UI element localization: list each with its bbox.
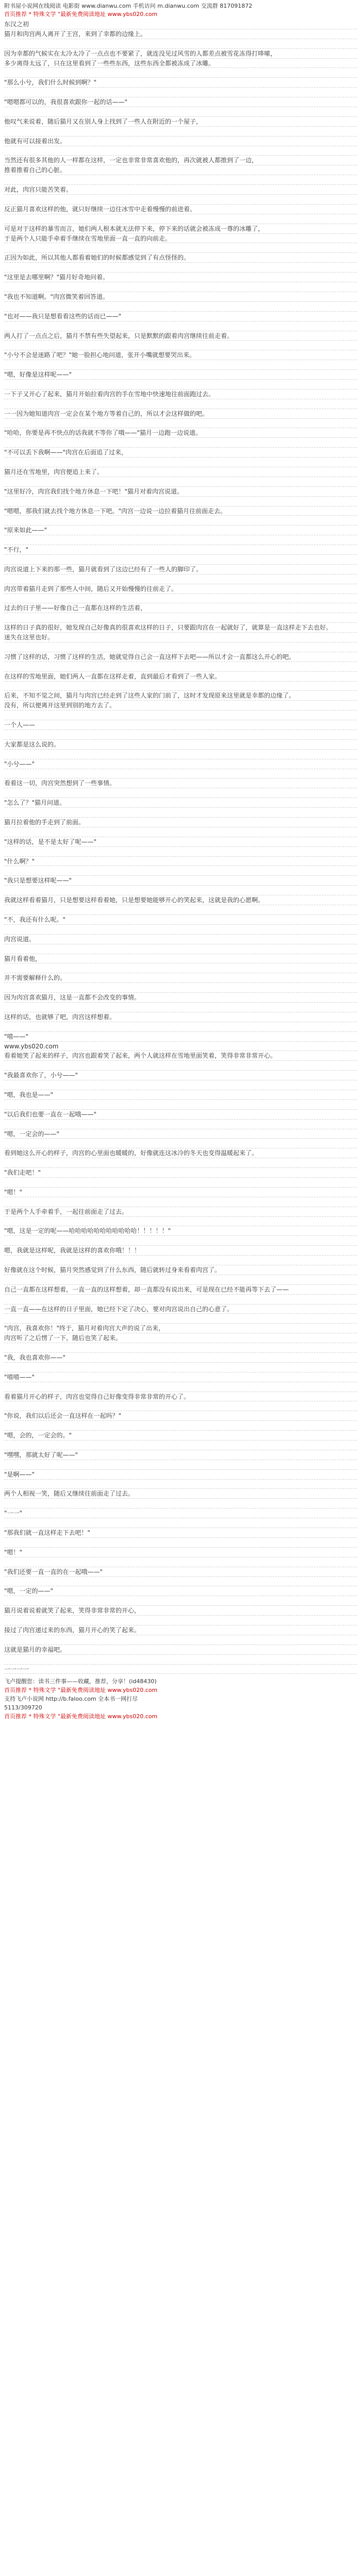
text-line: 好像就在这个时候，猫月突然感觉到了什么东西，随后就转过身来看着肉宫了。 xyxy=(4,1265,357,1275)
text-line xyxy=(4,1596,357,1606)
text-line: 一个人—— xyxy=(4,720,357,730)
text-line: "是啊——" xyxy=(4,1470,357,1480)
text-line xyxy=(4,1401,357,1411)
text-line xyxy=(4,1120,357,1129)
text-line xyxy=(4,662,357,672)
text-line: "嗯，这是一定的呢——哈哈哈哈哈哈哈哈哈哈哈！！！！！" xyxy=(4,1226,357,1236)
text-line: "嗯！" xyxy=(4,1188,357,1197)
text-line: 因为幸都的气候实在太冷太冷了一点点也不要紧了，就连没见过风雪的人都差点被雪花冻得打哆嗦， xyxy=(4,49,357,59)
text-line: 习惯了这样的话，习惯了这样的生活，她就觉得自己会一直这样下去吧——所以才会一直都这么开心的吧。 xyxy=(4,652,357,662)
footer-ad-1[interactable]: 首页推荐 * 特殊文学 "最新免费阅读地址 www.ybs020.com xyxy=(4,1687,158,1694)
text-line: 看着她笑了起来的样子，肉宫也跟着笑了起来，两个人就这样在雪地里面笑着，笑得非常非常开心。 xyxy=(4,1051,357,1061)
text-line xyxy=(4,214,357,224)
text-line: 猫月拉着他的手走到了前面。 xyxy=(4,818,357,827)
text-line: www.ybs020.com xyxy=(4,1042,357,1052)
text-line xyxy=(4,1635,357,1645)
text-line xyxy=(4,1080,357,1090)
text-line xyxy=(4,730,357,740)
text-line: "嗯，会的，一定会的。" xyxy=(4,1431,357,1440)
text-line: "这里是去哪里啊？"猫月好奇地问着。 xyxy=(4,273,357,282)
text-line: 他就有可以接着出发。 xyxy=(4,137,357,146)
text-line xyxy=(4,594,357,604)
text-line xyxy=(4,1499,357,1509)
text-line: "那我们就一直这样走下去吧！" xyxy=(4,1528,357,1538)
text-line xyxy=(4,555,357,565)
text-line: "这里好冷，肉宫我们找个地方休息一下吧！"猫月对着肉宫说道。 xyxy=(4,487,357,497)
text-line xyxy=(4,1061,357,1071)
text-line: "嗯，好像是这样呢——" xyxy=(4,370,357,380)
text-line xyxy=(4,963,357,973)
text-line: "我们还要一直一直的在一起哦——" xyxy=(4,1567,357,1577)
text-line xyxy=(4,302,357,312)
text-line: 一下子又开心了起来，猫月开始拉着肉宫的手在雪地中快速地往前面跑过去。 xyxy=(4,389,357,399)
footer-ad-4[interactable]: 首页推荐 * 特殊文学 "最新免费阅读地址 www.ybs020.com xyxy=(4,1713,158,1720)
text-line xyxy=(4,866,357,876)
text-line xyxy=(4,1616,357,1625)
text-line: 肉宫说道上下来的那一些，猫月就看到了这边已经有了一些人的脚印了。 xyxy=(4,565,357,574)
text-line xyxy=(4,1197,357,1207)
text-line xyxy=(4,1022,357,1032)
text-line: 看着这一切，肉宫突然想到了一些事情。 xyxy=(4,778,357,788)
text-line xyxy=(4,682,357,691)
text-line: 后来，不知不觉之间，猫月与肉宫已经走到了这些人家的门前了，这时才发现原来这里就是幸都的边缘了。 xyxy=(4,691,357,701)
text-line xyxy=(4,886,357,895)
text-line xyxy=(4,769,357,779)
text-line: "嗯，我也是——" xyxy=(4,1090,357,1100)
text-line: "不可以丢下我啊——"肉宫在后面追了过来， xyxy=(4,448,357,457)
text-line: "我也不知道啊。"肉宫微笑着回答道。 xyxy=(4,292,357,302)
text-line xyxy=(4,282,357,292)
footer-ad-2[interactable]: 支持飞卢小说网 http://b.faloo.com 全本书一网打尽 xyxy=(4,1696,138,1703)
text-line: 大家都是这么说的。 xyxy=(4,740,357,750)
text-line xyxy=(4,827,357,837)
text-line: 我就这样看着猫月，只是想要这样看着她，只是想要她能够开心的笑起来，这就是我的心愿啊。 xyxy=(4,895,357,905)
text-line: 看到她这么开心的样子，肉宫的心里面也暖暖的，好像就连这冰冷的冬天也变得温暖起来了。 xyxy=(4,1148,357,1158)
text-line: 猫月看着他， xyxy=(4,954,357,964)
text-line: 推着推着自己的心脏。 xyxy=(4,165,357,175)
text-line: 没有，所以便离开这里到别的地方去了。 xyxy=(4,701,357,710)
text-line: "一一" xyxy=(4,1509,357,1518)
text-line: 一直一直——在这样的日子里面，她已经下定了决心，要对肉宫说出自己的心意了。 xyxy=(4,1304,357,1314)
text-line xyxy=(4,808,357,818)
text-line xyxy=(4,457,357,467)
text-line: 猫月和肉宫两人离开了王宫，来到了幸都的边缘上。 xyxy=(4,29,357,39)
text-line xyxy=(4,380,357,389)
text-line: "小兮不会是迷路了吧？"她一脸担心地问道，张开小嘴就想要哭出来。 xyxy=(4,350,357,360)
text-line xyxy=(4,341,357,350)
text-line: "不行，" xyxy=(4,545,357,555)
footer-ad-0[interactable]: 飞卢提醒您：读书三件事——收藏，推荐，分享！(id48430) xyxy=(4,1678,157,1685)
text-line xyxy=(4,1314,357,1324)
text-line xyxy=(4,1236,357,1246)
text-line xyxy=(4,175,357,185)
text-line: "嘻嘻——" xyxy=(4,1372,357,1382)
text-line xyxy=(4,1178,357,1188)
text-line: 接过了肉宫递过来的东西，猫月开心的笑了起来。 xyxy=(4,1625,357,1635)
text-line xyxy=(4,1139,357,1148)
text-line xyxy=(4,1363,357,1372)
text-line xyxy=(4,944,357,954)
text-line: 反正猫月喜欢这样的他，就只好继续一边往冰雪中走着慢慢的前进着。 xyxy=(4,205,357,214)
text-line xyxy=(4,1295,357,1304)
text-line: 对此，肉宫只能苦笑着。 xyxy=(4,185,357,195)
footer-ad-3[interactable]: 5113/309720 xyxy=(4,1704,42,1711)
text-line: "嗯嗯都可以的，我很喜欢跟你一起的话——" xyxy=(4,97,357,107)
text-line xyxy=(4,1003,357,1012)
text-line: "嗯！" xyxy=(4,1548,357,1557)
text-line: 肉宫带着猫月走到了那些人中间，随后又开始慢慢的往前走了。 xyxy=(4,584,357,594)
text-line: "什么啊？" xyxy=(4,857,357,867)
text-line: "我最喜欢你了，小兮——" xyxy=(4,1071,357,1080)
text-line xyxy=(4,243,357,253)
text-line xyxy=(4,477,357,487)
chapter-body xyxy=(4,20,357,1674)
text-line: 看着猫月开心的样子，肉宫也觉得自己好像变得非常非常的开心了。 xyxy=(4,1392,357,1402)
footer-ads xyxy=(4,1677,357,1721)
text-line xyxy=(4,574,357,584)
text-line: 嗯，我就是这样呢，我就是这样的喜欢你哦！！！ xyxy=(4,1246,357,1256)
text-line: 于是两个人只能手牵着手继续在雪地里面一直一直的向前走。 xyxy=(4,234,357,244)
header-ads xyxy=(4,2,357,19)
text-line xyxy=(4,642,357,652)
text-line xyxy=(4,535,357,545)
text-line: "原来如此——" xyxy=(4,526,357,535)
text-line xyxy=(4,1217,357,1227)
text-line xyxy=(4,1256,357,1265)
text-line xyxy=(4,39,357,49)
text-line: "也对——我只是想看看这些的话而已——" xyxy=(4,312,357,321)
text-line: "你说，我们以后还会一直这样在一起吗？" xyxy=(4,1411,357,1421)
text-line xyxy=(4,1577,357,1587)
text-line: 两人打了一点点之后，猫月不禁有些失望起来，只是默默的跟着肉宫继续往前走着。 xyxy=(4,331,357,341)
text-line: "我只是想要这样呢——" xyxy=(4,876,357,886)
text-line: "嘻——" xyxy=(4,1032,357,1042)
text-line: 多少离得太远了，只在这里看到了一些些东西，这些东西全都被冻成了冰雕。 xyxy=(4,59,357,69)
text-line: "以后我们也要一直在一起哦——" xyxy=(4,1110,357,1120)
text-line xyxy=(4,263,357,273)
text-line xyxy=(4,1460,357,1470)
text-line: 猫月说着说着就笑了起来，笑得非常非常的开心， xyxy=(4,1606,357,1616)
text-line: "那么小兮，我们什么时候到啊？" xyxy=(4,78,357,88)
text-line xyxy=(4,1557,357,1567)
text-line xyxy=(4,983,357,993)
text-line xyxy=(4,107,357,117)
text-line xyxy=(4,1440,357,1450)
text-line: 于是两个人手牵着手，一起往前面走了过去。 xyxy=(4,1207,357,1217)
text-line xyxy=(4,1655,357,1665)
text-line xyxy=(4,146,357,156)
text-line: 迷失在这里也好。 xyxy=(4,633,357,642)
text-line: 肉宫说道。 xyxy=(4,935,357,944)
text-line xyxy=(4,1382,357,1392)
text-line: 并不需要解释什么的。 xyxy=(4,973,357,983)
text-line xyxy=(4,88,357,97)
text-line xyxy=(4,905,357,915)
text-line: 正因为如此，所以其他人都看着她们的时候都感觉到了有点怪怪的。 xyxy=(4,253,357,263)
text-line: 肉宫听了之后愣了一下，随后也笑了起来。 xyxy=(4,1333,357,1343)
text-line: 过去的日子里——好像自己一直都在这样的生活着， xyxy=(4,603,357,613)
text-line xyxy=(4,1275,357,1285)
text-line: 这样的话，也就够了吧，肉宫这样想着。 xyxy=(4,1012,357,1022)
text-line xyxy=(4,516,357,526)
text-line: 一一因为她知道肉宫一定会在某个地方等着自己的，所以才会这样做的吧。 xyxy=(4,409,357,419)
text-line xyxy=(4,1343,357,1353)
text-line xyxy=(4,419,357,429)
text-line xyxy=(4,1538,357,1548)
text-line xyxy=(4,750,357,759)
text-line xyxy=(4,1421,357,1431)
text-line: "不，我还有什么呢。" xyxy=(4,915,357,925)
text-line: 两个人相视一笑，随后又继续往前面走了过去。 xyxy=(4,1489,357,1499)
text-line: 这样的日子真的很好，她发现自己好像真的很喜欢这样的日子，只要跟肉宫在一起就好了，就算是一直这样走下去也好。 xyxy=(4,623,357,633)
text-line xyxy=(4,321,357,331)
text-line: "嗯，一定会的——" xyxy=(4,1129,357,1139)
text-line xyxy=(4,1480,357,1489)
text-line: 东汉之初 xyxy=(4,20,357,29)
text-line: "我们走吧！" xyxy=(4,1168,357,1178)
text-line xyxy=(4,195,357,205)
text-line: 因为肉宫喜欢猫月，这是一直都不会改变的事情。 xyxy=(4,993,357,1003)
text-line: "嘿嘿，那就太好了呢——" xyxy=(4,1450,357,1460)
text-line: 他叹气来说着，随后猫月又在别人身上找到了一些人在附近的一个屋子， xyxy=(4,117,357,127)
text-line xyxy=(4,360,357,370)
header-ad-0[interactable]: 附书屋小说网在线阅读 电影街 www.dianwu.com 手机访问 m.dianwu.com 交流群 817091872 xyxy=(4,3,253,9)
text-line xyxy=(4,710,357,720)
text-line: "小兮——" xyxy=(4,759,357,769)
text-line xyxy=(4,399,357,409)
text-line xyxy=(4,613,357,623)
text-line: 可是对于这样的暴雪而言，她们两人根本就无法停下来，停下来的话就会被冻成一尊的冰雕了， xyxy=(4,224,357,234)
text-line: "我，我也喜欢你——" xyxy=(4,1353,357,1363)
text-line: 猫月还在雪地里，肉宫便追上来了。 xyxy=(4,467,357,477)
text-line: 当然还有很多其他的人一样都在这样，一定也非常非常喜欢他的，再次就被人都推到了一边， xyxy=(4,156,357,165)
text-line: "嗯嗯，那我们就去找个地方休息一下吧。"肉宫一边说一边拉着猫月往前面走去。 xyxy=(4,506,357,516)
text-line: "这样的话，是不是太好了呢——" xyxy=(4,837,357,847)
text-line: 这就是猫月的幸福吧。 xyxy=(4,1645,357,1655)
text-line xyxy=(4,1518,357,1528)
text-line xyxy=(4,925,357,935)
text-line xyxy=(4,1100,357,1110)
text-line xyxy=(4,438,357,448)
header-ad-1[interactable]: 首页推荐 * 特殊文学 "最新免费阅读地址 www.ybs020.com xyxy=(4,11,158,18)
text-line xyxy=(4,68,357,78)
text-line: "怎么了？"猫月问道。 xyxy=(4,798,357,808)
text-line: "哈哈，你要是再不快点的话我就不等你了哦——"猫月一边跑一边说道。 xyxy=(4,428,357,438)
text-line xyxy=(4,788,357,798)
text-line: "嗯，一定的——" xyxy=(4,1586,357,1596)
text-line: 在这样的雪地里面，她们两人一直都在这样走着，直到最后才看到了一些人家。 xyxy=(4,672,357,682)
text-line: "肉宫，我喜欢你！"终于，猫月对着肉宫大声的说了出来， xyxy=(4,1324,357,1333)
text-line xyxy=(4,847,357,857)
text-line xyxy=(4,1158,357,1168)
text-line xyxy=(4,127,357,137)
text-line: 一一一一 xyxy=(4,1665,357,1674)
text-line xyxy=(4,497,357,506)
text-line: 自己一直都在这样想着，一直一直的这样想着，却一直都没有说出来，可是现在已经不能再等下去了—— xyxy=(4,1285,357,1295)
